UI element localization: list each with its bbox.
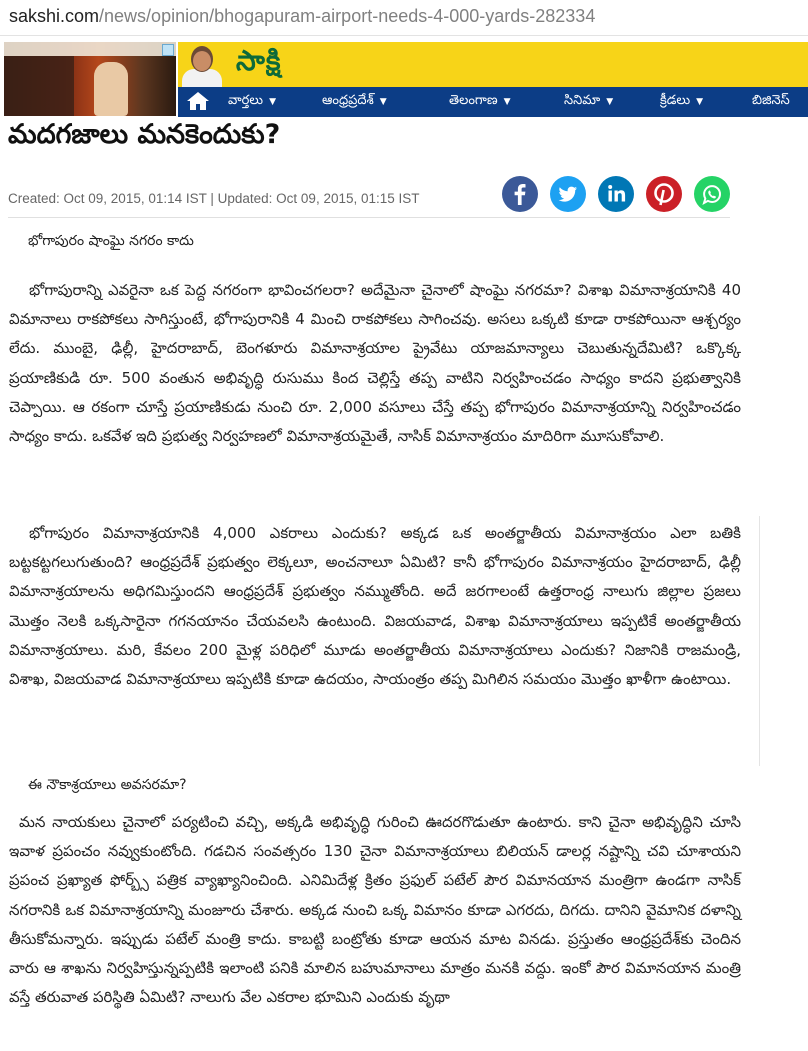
ad-choices-icon[interactable] <box>162 44 174 56</box>
article-paragraph: భోగాపురాన్ని ఎవరైనా ఒక పెద్ద నగరంగా భావించగలరా? అదేమైనా చైనాలో షాంఘై నగరమా? విశాఖ విమానాశ్రయానికి 40 విమానాలు రాకపోకలు సాగిస్తుంటే, భోగాపురానికి 4 మించి రాకపోకలు సాగించవు. అసలు ఒక్కటి కూడా రాకపోయినా ఆశ్చర్యం లేదు. ముంబై, ఢిల్లీ, హైదరాబాద్, బెంగళూరు విమానాశ్రయాల ప్రైవేటు యాజమాన్యాలు చెబుతున్నదేమిటి? ఒక్కొక్క ప్రయాణికుడి రూ. 500 వంతున అభివృద్ధి రుసుము కింద చెల్లిస్తే తప్ప వాటిని నిర్వహించడం సాధ్యం కాదని ప్రభుత్వానికి చెప్పాయి. ఆ రకంగా చూస్తే ప్రయాణికుడు నుంచి రూ. 2,000 వసూలు చేస్తే తప్ప భోగాపురం విమానాశ్రయాన్ని నిర్వహించడం సాధ్యం కాదు. ఒకవేళ ఇది ప్రభుత్వ నిర్వహణలో విమానాశ్రయమైతే, నాసిక్ విమానాశ్రయం మాదిరిగా మూసుకోవాలి. <box>9 281 741 446</box>
nav-item-business[interactable] <box>752 93 790 111</box>
article-paragraph: భోగాపురం విమానాశ్రయానికి 4,000 ఎకరాలు ఎందుకు? అక్కడ ఒక అంతర్జాతీయ విమానాశ్రయం ఎలా బతికి బట్టకట్టగలుగుతుంది? ఆంధ్రప్రదేశ్ ప్రభుత్వం లెక్కలూ, అంచనాలూ ఏమిటి? కానీ భోగాపురం విమానాశ్రయం హైదరాబాద్, ఢిల్లీ విమానాశ్రయాలను అధిగమిస్తుందని ఆంధ్రప్రదేశ్ ప్రభుత్వం నమ్ముతోంది. అదే జరగాలంటే ఉత్తరాంధ్ర నాలుగు జిల్లాల ప్రజలు మొత్తం నెలకి ఒక్కసారైనా గగనయానం చేయవలసి ఉంటుంది. విజయవాడ, విశాఖ విమానాశ్రయాలు ఇప్పటికే అంతర్జాతీయ విమానాశ్రయాలు. మరి, కేవలం 200 మైళ్ల పరిధిలో మూడు అంతర్జాతీయ విమానాశ్రయాలు ఎందుకు? నిజానికి రాజమండ్రి, విశాఖ, విజయవాడ విమానాశ్రయాలు ఇప్పటికి కూడా ఉదయం, సాయంత్రం తప్ప మిగిలిన సమయం మొత్తం ఖాళీగా ఉంటాయి. <box>9 524 741 689</box>
nav-item-news[interactable] <box>228 93 276 111</box>
ad-image-detail <box>94 62 128 116</box>
nav-item-andhra-pradesh[interactable] <box>322 93 387 111</box>
caret-down-icon: ▼ <box>503 97 511 107</box>
leader-photo <box>180 43 224 87</box>
nav-label: సినిమా <box>564 93 601 108</box>
url-path: /news/opinion/bhogapuram-airport-needs-4-000-yards-282334 <box>99 6 596 26</box>
article-title: మదగజాలు మనకెందుకు? <box>8 119 281 150</box>
caret-down-icon: ▼ <box>269 97 276 107</box>
divider <box>759 516 760 766</box>
nav-item-sports[interactable] <box>660 93 703 111</box>
caret-down-icon: ▼ <box>379 97 387 107</box>
facebook-icon <box>502 176 538 212</box>
section-subheading: ఈ నౌకాశ్రయాలు అవసరమా? <box>28 777 187 793</box>
url-text[interactable] <box>9 6 595 27</box>
url-host: sakshi.com <box>9 6 100 26</box>
nav-label: క్రీడలు <box>660 93 691 108</box>
pinterest-icon <box>646 176 682 212</box>
advertisement-image[interactable] <box>4 42 176 116</box>
caret-down-icon: ▼ <box>696 97 704 107</box>
photo-detail <box>193 51 211 71</box>
article-timestamps: Created: Oct 09, 2015, 01:14 IST | Updated: Oct 09, 2015, 01:15 IST <box>8 191 420 206</box>
nav-label: బిజినెస్ <box>752 93 790 108</box>
pinterest-share-button[interactable] <box>646 176 682 212</box>
twitter-icon <box>550 176 586 212</box>
ad-image-detail <box>4 56 74 116</box>
whatsapp-share-button[interactable] <box>694 176 730 212</box>
nav-label: ఆంధ్రప్రదేశ్ <box>322 93 374 108</box>
whatsapp-icon <box>694 176 730 212</box>
twitter-share-button[interactable] <box>550 176 586 212</box>
facebook-share-button[interactable] <box>502 176 538 212</box>
home-icon[interactable] <box>186 91 210 111</box>
nav-label: తెలంగాణ <box>449 93 498 108</box>
nav-item-cinema[interactable] <box>564 93 613 111</box>
divider <box>8 217 730 218</box>
linkedin-share-button[interactable] <box>598 176 634 212</box>
nav-label: వార్తలు <box>228 93 264 108</box>
caret-down-icon: ▼ <box>606 97 614 107</box>
section-subheading: భోగాపురం షాంఘై నగరం కాదు <box>28 233 194 249</box>
site-logo[interactable]: సాక్షి <box>236 44 282 77</box>
address-bar[interactable] <box>0 0 808 36</box>
linkedin-icon <box>598 176 634 212</box>
ad-image-detail <box>4 42 176 56</box>
nav-item-telangana[interactable] <box>449 93 511 111</box>
article-paragraph: మన నాయకులు చైనాలో పర్యటించి వచ్చి, అక్కడి అభివృద్ధి గురించి ఊదరగొడుతూ ఉంటారు. కాని చైనా అభివృద్ధిని చూసి ఇవాళ ప్రపంచం నవ్వుకుంటోంది. గడచిన సంవత్సరం 130 చైనా విమానాశ్రయాలు బిలియన్ డాలర్ల నష్టాన్ని చవి చూశాయని ప్రపంచ ప్రఖ్యాత ఫోర్బ్స్ పత్రిక వ్యాఖ్యానించింది. ఎనిమిదేళ్ల క్రితం ప్రఫుల్ పటేల్ పౌర విమానయాన మంత్రిగా ఉండగా నాసిక్ నగరానికి ఒక విమానాశ్రయాన్ని మంజూరు చేశారు. అక్కడ నుంచి ఒక్క విమానం కూడా ఎగరదు, దిగదు. దానిని వైమానిక దళాన్ని తీసుకోమన్నారు. ఇప్పుడు పటేల్ మంత్రి కాదు. కాబట్టి బంట్రోతు కూడా ఆయన మాట వినడు. ప్రస్తుతం ఆంధ్రప్రదేశ్‌కు చెందిన వారు ఆ శాఖను నిర్వహిస్తున్నప్పటికి ఇలాంటి పనికి మాలిన బహుమానాలు మాత్రం మనకి వద్దు. ఇంకో పౌర విమానయాన మంత్రి వస్తే తరువాత పరిస్థితి ఏమిటి? నాలుగు వేల ఎకరాల భూమిని ఎందుకు వృథా <box>9 813 741 1007</box>
